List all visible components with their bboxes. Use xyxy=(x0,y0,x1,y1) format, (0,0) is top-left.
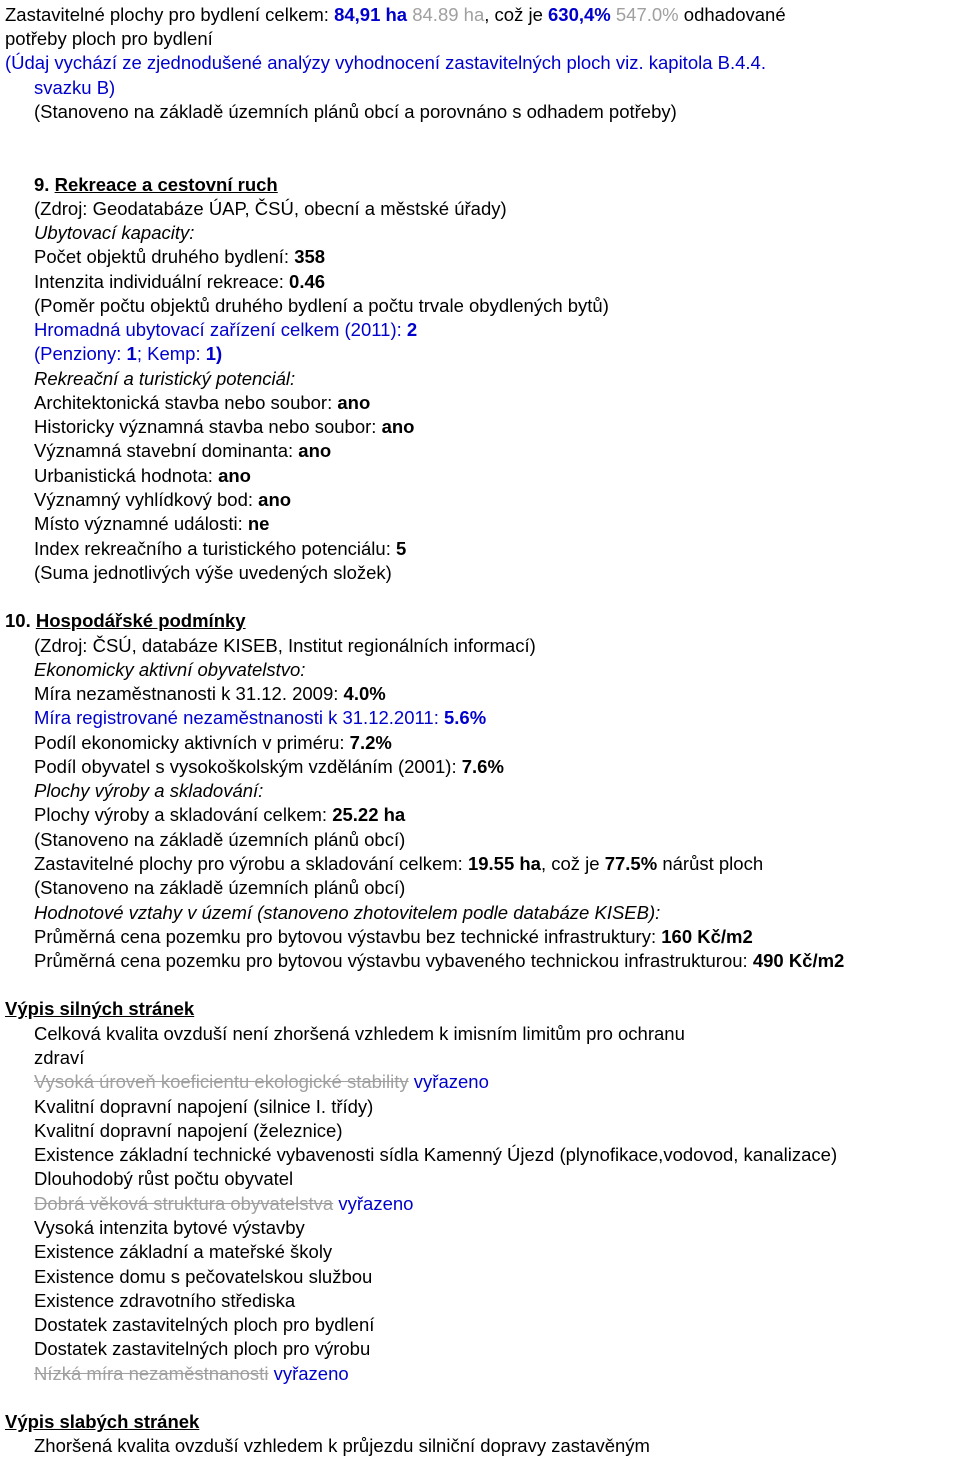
s10-value-relations-label: Hodnotové vztahy v území (stanoveno zhotovitelem podle databáze KISEB): xyxy=(34,902,661,923)
value: 19.55 ha xyxy=(467,853,541,874)
potential-item xyxy=(34,418,414,437)
s9-ratio-note: (Poměr počtu objektů druhého bydlení a počtu trvale obydlených bytů) xyxy=(34,295,609,316)
label: Plochy výroby a skladování celkem: xyxy=(34,804,333,825)
value: 7.2% xyxy=(349,732,392,753)
strength-item: Existence zdravotního střediska xyxy=(34,1290,296,1311)
removed-note: vyřazeno xyxy=(333,1193,414,1214)
value: ano xyxy=(218,465,251,486)
strength-item: zdraví xyxy=(34,1047,85,1068)
value: 160 Kč xyxy=(661,926,721,947)
s9-potential-label: Rekreační a turistický potenciál: xyxy=(34,368,296,389)
removed-note: vyřazeno xyxy=(268,1363,349,1384)
value: 358 xyxy=(294,246,326,267)
value: 25.22 ha xyxy=(332,804,406,825)
value: ano xyxy=(381,416,415,437)
top-line-4: svazku B) xyxy=(34,77,116,98)
s10-econ-label: Ekonomicky aktivní obyvatelstvo: xyxy=(34,659,306,680)
strengths-heading: Výpis silných stránek xyxy=(5,998,195,1019)
strength-item-removed xyxy=(34,1365,349,1384)
strength-item: Dostatek zastavitelných ploch pro bydlení xyxy=(34,1314,375,1335)
label: Zastavitelné plochy pro výrobu a skladování celkem: xyxy=(34,853,468,874)
label: Významná stavební dominanta: xyxy=(34,440,299,461)
s10-university-share xyxy=(34,758,504,777)
strength-item: Kvalitní dopravní napojení (železnice) xyxy=(34,1120,343,1141)
value: 2 xyxy=(406,319,418,340)
potential-index xyxy=(34,540,406,559)
label: Podíl ekonomicky aktivních v priméru: xyxy=(34,732,350,753)
value: ne xyxy=(247,513,270,534)
value-old: 84.89 ha xyxy=(412,4,485,25)
top-line-5: (Stanoveno na základě územních plánů obcí a porovnáno s odhadem potřeby) xyxy=(34,101,677,122)
value: ano xyxy=(258,489,292,510)
label: Míra registrované nezaměstnanosti k 31.12.2011: xyxy=(34,707,444,728)
value: 0.46 xyxy=(289,271,326,292)
value: 1) xyxy=(205,343,223,364)
value-new: 84,91 ha xyxy=(334,4,408,25)
text: , což je xyxy=(484,4,548,25)
strength-item: Celková kvalita ovzduší není zhoršená vzhledem k imisním limitům pro ochranu xyxy=(34,1023,685,1044)
s10-source: (Zdroj: ČSÚ, databáze KISEB, Institut regionálních informací) xyxy=(34,635,536,656)
value: 1 xyxy=(126,343,137,364)
weaknesses-heading: Výpis slabých stránek xyxy=(5,1411,200,1432)
text: (Penziony: xyxy=(34,343,127,364)
potential-item xyxy=(34,491,291,510)
strength-item: Existence základní a mateřské školy xyxy=(34,1241,333,1262)
section-title: Rekreace a cestovní ruch xyxy=(54,174,278,195)
s9-second-home xyxy=(34,248,325,267)
weakness-item: Zhoršená kvalita ovzduší vzhledem k průjezdu silniční dopravy zastavěným xyxy=(34,1435,650,1456)
struck-text: Dobrá věková struktura obyvatelstva xyxy=(34,1193,334,1214)
label: Počet objektů druhého bydlení: xyxy=(34,246,295,267)
strength-item: Existence základní technické vybavenosti sídla Kamenný Újezd (plynofikace,vodovod, kanalizace) xyxy=(34,1144,838,1165)
value: ano xyxy=(337,392,371,413)
unit: /m2 xyxy=(720,926,753,947)
label: Místo významné události: xyxy=(34,513,248,534)
text: Zastavitelné plochy pro bydlení celkem: xyxy=(5,4,335,25)
struck-text: Vysoká úroveň koeficientu ekologické stability xyxy=(34,1071,409,1092)
value: 490 Kč xyxy=(752,950,813,971)
value: ano xyxy=(298,440,332,461)
strength-item: Vysoká intenzita bytové výstavby xyxy=(34,1217,305,1238)
potential-item xyxy=(34,394,370,413)
text: nárůst ploch xyxy=(657,853,764,874)
section-number: 10. xyxy=(5,610,36,631)
s9-accom-label: Ubytovací kapacity: xyxy=(34,222,195,243)
potential-item xyxy=(34,467,251,486)
top-line-1 xyxy=(5,6,786,25)
s9-sum-note: (Suma jednotlivých výše uvedených složek) xyxy=(34,562,392,583)
label: Index rekreačního a turistického potenciálu: xyxy=(34,538,396,559)
s9-pensions xyxy=(34,345,222,364)
unit: /m2 xyxy=(812,950,845,971)
label: Podíl obyvatel s vysokoškolským vzděláním (2001): xyxy=(34,756,462,777)
strength-item-removed xyxy=(34,1073,489,1092)
s10-basis-note: (Stanoveno na základě územních plánů obcí) xyxy=(34,829,406,850)
label: Významný vyhlídkový bod: xyxy=(34,489,259,510)
s9-intensity xyxy=(34,273,325,292)
label: Průměrná cena pozemku pro bytovou výstavbu vybaveného technickou infrastrukturou: xyxy=(34,950,753,971)
strength-item: Existence domu s pečovatelskou službou xyxy=(34,1266,373,1287)
s10-production-total xyxy=(34,806,405,825)
strength-item: Dostatek zastavitelných ploch pro výrobu xyxy=(34,1338,371,1359)
section-number: 9. xyxy=(34,174,55,195)
strength-item: Kvalitní dopravní napojení (silnice I. třídy) xyxy=(34,1096,374,1117)
s10-land-price-1 xyxy=(34,928,753,947)
strength-item-removed xyxy=(34,1195,413,1214)
strength-item: Dlouhodobý růst počtu obyvatel xyxy=(34,1168,294,1189)
top-line-2: potřeby ploch pro bydlení xyxy=(5,28,213,49)
value-old: 547.0% xyxy=(615,4,679,25)
top-line-3: (Údaj vychází ze zjednodušené analýzy vyhodnocení zastavitelných ploch viz. kapitola B.4.4. xyxy=(5,52,766,73)
removed-note: vyřazeno xyxy=(408,1071,489,1092)
section-10-heading xyxy=(5,612,246,631)
label: Míra nezaměstnanosti k 31.12. 2009: xyxy=(34,683,344,704)
potential-item xyxy=(34,515,269,534)
label: Historicky významná stavba nebo soubor: xyxy=(34,416,382,437)
value-new: 630,4% xyxy=(548,4,611,25)
value: 5 xyxy=(396,538,407,559)
text: odhadované xyxy=(678,4,786,25)
label: Urbanistická hodnota: xyxy=(34,465,219,486)
potential-item xyxy=(34,442,331,461)
section-title: Hospodářské podmínky xyxy=(35,610,246,631)
s9-mass-accom xyxy=(34,321,417,340)
label: Intenzita individuální rekreace: xyxy=(34,271,290,292)
value: 4.0% xyxy=(343,683,386,704)
text: ; Kemp: xyxy=(136,343,206,364)
s10-unemployment xyxy=(34,685,386,704)
s10-registered-unemployment xyxy=(34,709,486,728)
s10-buildable-production xyxy=(34,855,763,874)
value: 5.6% xyxy=(443,707,487,728)
s9-source: (Zdroj: Geodatabáze ÚAP, ČSÚ, obecní a městské úřady) xyxy=(34,198,507,219)
value: 7.6% xyxy=(461,756,504,777)
struck-text: Nízká míra nezaměstnanosti xyxy=(34,1363,269,1384)
label: Hromadná ubytovací zařízení celkem (2011): xyxy=(34,319,407,340)
label: Průměrná cena pozemku pro bytovou výstavbu bez technické infrastruktury: xyxy=(34,926,662,947)
value: 77.5% xyxy=(604,853,658,874)
section-9-heading xyxy=(34,176,278,195)
s10-basis-note: (Stanoveno na základě územních plánů obcí) xyxy=(34,877,406,898)
text: , což je xyxy=(540,853,605,874)
s10-active-primary xyxy=(34,734,392,753)
s10-land-price-2 xyxy=(34,952,844,971)
s10-production-label: Plochy výroby a skladování: xyxy=(34,780,264,801)
label: Architektonická stavba nebo soubor: xyxy=(34,392,338,413)
